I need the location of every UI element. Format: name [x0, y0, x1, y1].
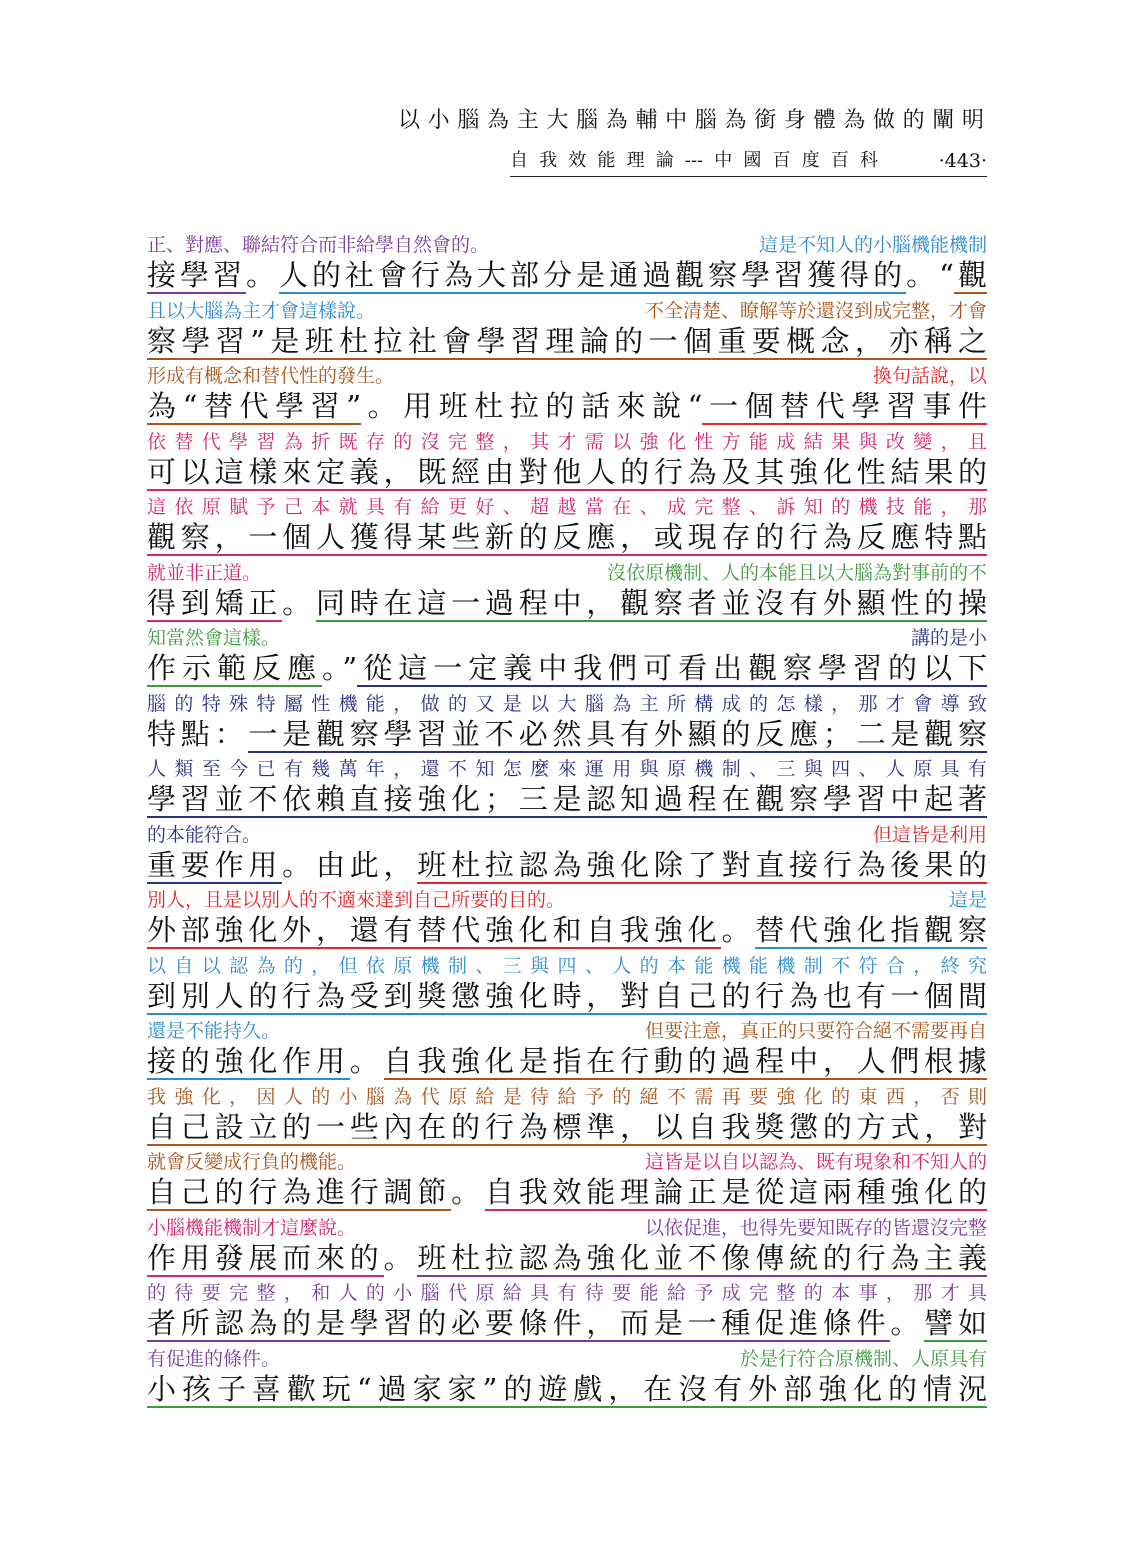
text-segment: 。	[451, 1175, 485, 1209]
annotation-line	[147, 298, 987, 324]
text-segment: 。	[246, 258, 280, 292]
underlined-segment: 作示範反應	[147, 651, 322, 685]
annotation-line	[147, 822, 987, 848]
annotation-note: 就會反變成行負的機能。	[147, 1151, 357, 1173]
underlined-segment: 可以這樣來定義，既經由對他人的行為及其強化性結果的	[147, 454, 987, 489]
underlined-segment: 從這一定義中我們可看出觀察學習的以下	[357, 651, 987, 685]
underlined-segment: 一是觀察學習並不必然具有外顯的反應；二是觀察	[248, 716, 987, 751]
text-row	[147, 756, 987, 822]
text-row	[147, 1084, 987, 1150]
text-segment: 。	[721, 913, 756, 947]
underlined-segment: 人的社會行為大部分是通過觀察學習獲得的	[279, 258, 907, 292]
underlined-segment: 自己的行為進行調節	[147, 1175, 452, 1209]
header-rule	[510, 145, 987, 177]
annotation-note: 腦的特殊特屬性機能，做的又是以大腦為主所構成的怎樣，那才會導致	[147, 692, 987, 715]
underlined-segment: 小孩子喜歡玩“過家家”的遊戲，在沒有外部強化的情況	[147, 1371, 987, 1406]
annotation-note: 人類至今已有幾萬年，還不知怎麼來運用與原機制、三與四、人原具有	[147, 758, 987, 780]
text-row	[147, 1346, 987, 1412]
page-number: ·443·	[938, 149, 987, 172]
underlined-segment: 接的強化作用	[147, 1044, 350, 1078]
annotation-line	[147, 363, 987, 389]
underlined-segment: 外部強化外，還有替代強化和自我強化	[147, 913, 722, 947]
annotation-line	[147, 494, 987, 520]
annotation-note: 但要注意，真正的只要符合絕不需要再自	[644, 1020, 987, 1042]
text-row	[147, 1280, 987, 1346]
underlined-segment: 替代強化指觀察	[755, 913, 987, 947]
text-segment: 。用班杜拉的話來說“	[361, 389, 703, 423]
main-text-line	[147, 913, 987, 951]
main-text-line	[147, 1175, 987, 1213]
text-segment: 。	[383, 1240, 418, 1275]
text-row	[147, 625, 987, 691]
annotation-line	[147, 1215, 987, 1241]
annotation-note: 換句話說，以	[872, 365, 987, 387]
text-segment: 。	[349, 1044, 384, 1078]
text-row	[147, 363, 987, 429]
text-row	[147, 822, 987, 888]
underlined-segment: 為“替代學習”	[147, 389, 362, 423]
underlined-segment: 班杜拉認為強化並不像傳統的行為主義	[417, 1240, 987, 1275]
text-row	[147, 691, 987, 757]
annotation-line	[147, 625, 987, 651]
underlined-segment: 接學習	[147, 258, 247, 292]
annotation-note: 有促進的條件。	[147, 1347, 281, 1370]
main-text-line	[147, 1372, 987, 1410]
annotation-note: 小腦機能機制才這麼說。	[147, 1216, 357, 1239]
underlined-segment: 同時在這一過程中，觀察者並沒有外顯性的操	[315, 585, 987, 620]
underlined-segment: 到別人的行為受到獎懲強化時，對自己的行為也有一個間	[147, 978, 987, 1013]
text-segment: 。”	[321, 651, 358, 685]
annotation-note: 這是不知人的小腦機能機制	[758, 234, 987, 256]
text-row	[147, 560, 987, 626]
annotation-note: 別人，且是以別人的不適來達到自己所要的目的。	[147, 889, 566, 911]
main-text-line	[147, 782, 987, 820]
annotation-note: 正、對應、聯結符合而非給學自然會的。	[147, 234, 490, 256]
annotation-note: 知當然會這樣。	[147, 627, 281, 649]
annotation-note: 以依促進，也得先要知既存的皆還沒完整	[644, 1216, 987, 1239]
text-row	[147, 298, 987, 364]
page-subtitle: 自我效能理論---中國百度百科	[510, 149, 878, 171]
page-title: 以小腦為主大腦為輔中腦為銜身體為做的闡明	[398, 108, 984, 133]
underlined-segment: 察學習”是班杜拉社會學習理論的一個重要概念，亦稱之	[147, 323, 987, 358]
underlined-segment: 作用發展而來的	[147, 1240, 384, 1275]
text-segment: 。“	[906, 258, 954, 292]
underlined-segment: 自我效能理論正是從這兩種強化的	[484, 1175, 987, 1209]
underlined-segment: 重要作用	[147, 847, 283, 882]
annotation-note: 不全清楚、瞭解等於還沒到成完整，才會	[644, 299, 987, 322]
body-text	[147, 232, 987, 1411]
annotation-line	[147, 953, 987, 979]
annotation-note: 這是	[948, 889, 987, 911]
underlined-segment: 觀	[953, 258, 987, 292]
main-text-line	[147, 324, 987, 362]
main-text-line	[147, 717, 987, 755]
annotation-line	[147, 887, 987, 913]
main-text-line	[147, 651, 987, 689]
main-text-line	[147, 520, 987, 558]
annotation-line	[147, 232, 987, 258]
annotation-note: 的待要完整，和人的小腦代原給具有待要能給予成完整的本事，那才具	[147, 1282, 987, 1304]
annotation-note: 這皆是以自以認為、既有現象和不知人的	[644, 1151, 987, 1173]
text-row	[147, 887, 987, 953]
annotation-note: 的本能符合。	[147, 823, 262, 846]
text-row	[147, 1149, 987, 1215]
text-segment: 。由此，	[282, 847, 418, 882]
annotation-note: 依替代學習為折既存的沒完整，其才需以強化性方能成結果與改變，且	[147, 430, 987, 453]
text-row	[147, 953, 987, 1019]
text-segment: 特點：	[147, 716, 249, 751]
annotation-note: 且以大腦為主才會這樣說。	[147, 299, 376, 322]
annotation-note: 就並非正道。	[147, 561, 262, 584]
main-text-line	[147, 1306, 987, 1344]
annotation-note: 講的是小	[910, 627, 987, 649]
annotation-note: 我強化，因人的小腦為代原給是待給予的絕不需再要強化的東西，否則	[147, 1085, 987, 1108]
underlined-segment: 者所認為的是學習的必要條件，而是一種促進條件	[147, 1306, 891, 1340]
main-text-line	[147, 1241, 987, 1279]
underlined-segment: 觀察，一個人獲得某些新的反應，或現存的行為反應特點	[147, 520, 987, 554]
annotation-note: 還是不能持久。	[147, 1020, 281, 1042]
annotation-line	[147, 429, 987, 455]
annotation-line	[147, 1084, 987, 1110]
text-row	[147, 494, 987, 560]
annotation-line	[147, 1346, 987, 1372]
annotation-note: 形成有概念和替代性的發生。	[147, 365, 395, 387]
main-text-line	[147, 848, 987, 886]
main-text-line	[147, 979, 987, 1017]
annotation-line	[147, 756, 987, 782]
text-row	[147, 232, 987, 298]
main-text-line	[147, 258, 987, 296]
underlined-segment: 一個替代學習事件	[702, 389, 987, 423]
text-row	[147, 1018, 987, 1084]
underlined-segment: 班杜拉認為強化除了對直接行為後果的	[417, 847, 987, 882]
main-text-line	[147, 1044, 987, 1082]
annotation-note: 但這皆是利用	[872, 823, 987, 846]
underlined-segment: 自我強化是指在行動的過程中，人們根據	[383, 1044, 987, 1078]
main-text-line	[147, 586, 987, 624]
text-row	[147, 429, 987, 495]
annotation-note: 這依原賦予己本就具有給更好、超越當在、成完整、訴知的機技能，那	[147, 496, 987, 518]
underlined-segment: 學習並不依賴直接強化；三是認知過程在觀察學習中起著	[147, 782, 987, 816]
text-row	[147, 1215, 987, 1281]
underlined-segment: 得到矯正	[147, 585, 283, 620]
underlined-segment: 譬如	[924, 1306, 987, 1340]
annotation-line	[147, 560, 987, 586]
annotation-line	[147, 691, 987, 717]
main-text-line	[147, 1110, 987, 1148]
annotation-line	[147, 1018, 987, 1044]
annotation-note: 以自以認為的，但依原機制、三與四、人的本能機能機制不符合，終究	[147, 954, 987, 977]
text-segment: 。	[890, 1306, 925, 1340]
text-segment: 。	[282, 585, 316, 620]
underlined-segment: 自己設立的一些內在的行為標準，以自我獎懲的方式，對	[147, 1109, 987, 1144]
annotation-note: 沒依原機制、人的本能且以大腦為對事前的不	[606, 561, 987, 584]
main-text-line	[147, 455, 987, 493]
annotation-note: 於是行符合原機制、人原具有	[739, 1347, 987, 1370]
annotation-line	[147, 1280, 987, 1306]
main-text-line	[147, 389, 987, 427]
annotation-line	[147, 1149, 987, 1175]
